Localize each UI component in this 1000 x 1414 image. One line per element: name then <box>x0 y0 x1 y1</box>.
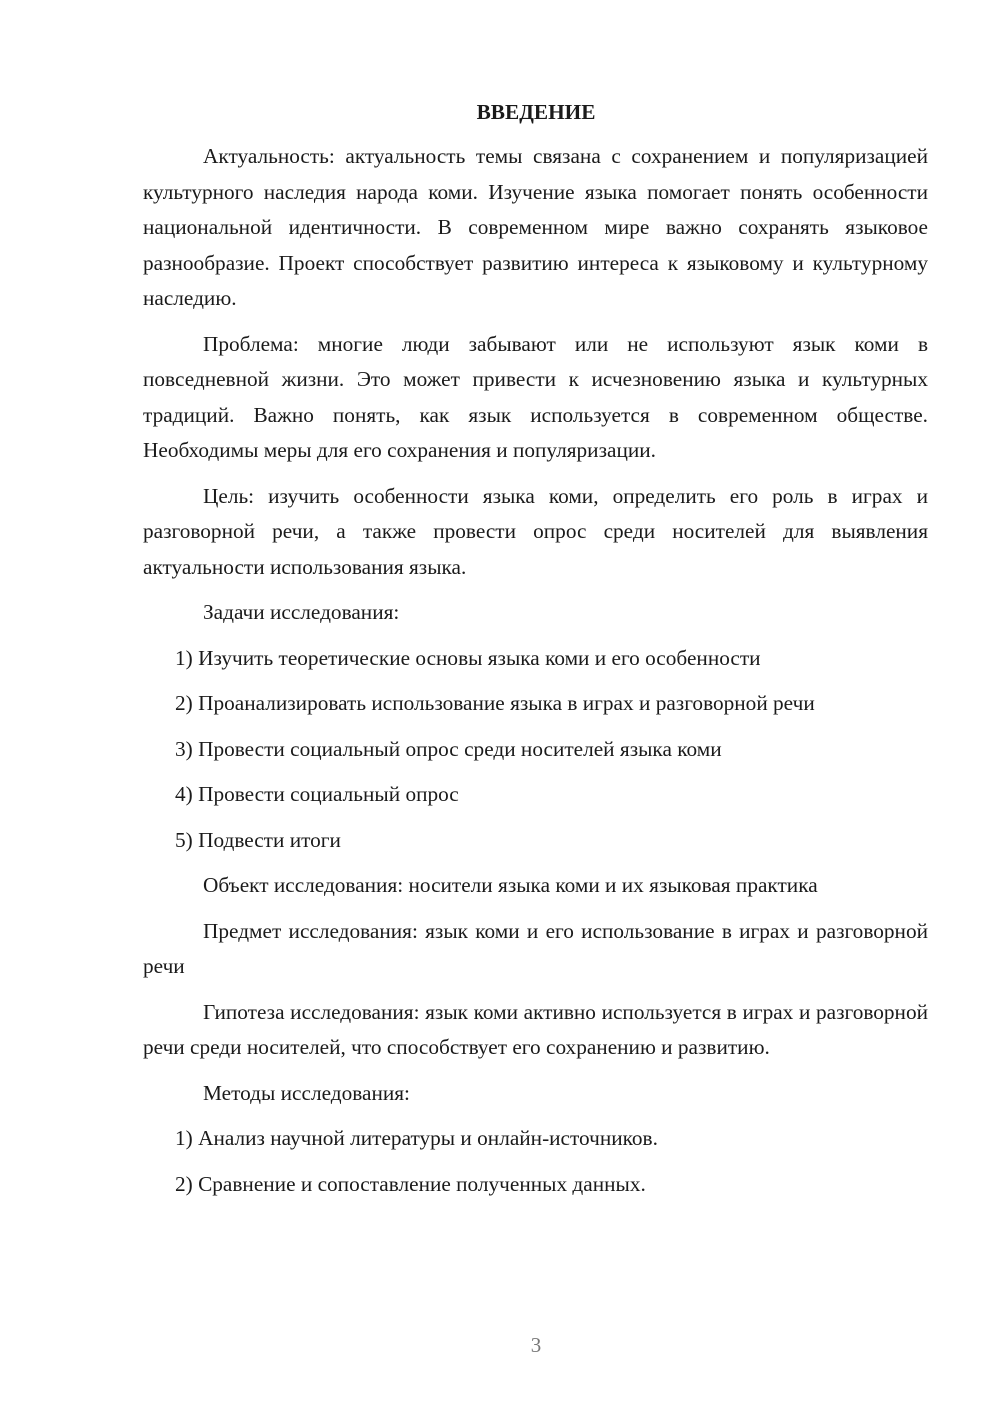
task-item-3: 3) Провести социальный опрос среди носителей языка коми <box>175 736 722 761</box>
methods-heading: Методы исследования: <box>203 1080 410 1105</box>
task-item-4: 4) Провести социальный опрос <box>175 782 459 806</box>
subject-paragraph: Предмет исследования: язык коми и его использование в играх и разговорной речи <box>143 918 928 978</box>
task-item-2: 2) Проанализировать использование языка в играх и разговорной речи <box>175 691 815 715</box>
page-number: 3 <box>530 1333 542 1357</box>
hypothesis-paragraph: Гипотеза исследования: язык коми активно используется в играх и разговорной речи среди носителей, что способствует его сохранению и развитию. <box>143 999 928 1059</box>
tasks-heading: Задачи исследования: <box>203 600 400 624</box>
method-item-1: 1) Анализ научной литературы и онлайн-источников. <box>175 1126 658 1150</box>
task-item-5: 5) Подвести итоги <box>175 827 341 852</box>
task-item-1: 1) Изучить теоретические основы языка коми и его особенности <box>175 645 761 670</box>
problem-paragraph: Проблема: многие люди забывают или не используют язык коми в повседневной жизни. Это может привести к исчезновению языка и культурных традиций. Важно понять, как язык используется в современном обществе. Необходимы меры для его сохранения и популяризации. <box>143 331 928 462</box>
page-content <box>143 95 928 1212</box>
object-paragraph: Объект исследования: носители языка коми и их языковая практика <box>203 873 818 897</box>
relevance-paragraph: Актуальность: актуальность темы связана с сохранением и популяризацией культурного наследия народа коми. Изучение языка помогает понять особенности национальной идентичности. В современном мире важно сохранять языковое разнообразие. Проект способствует развитию интереса к языковому и культурному наследию. <box>143 144 928 310</box>
method-item-2: 2) Сравнение и сопоставление полученных данных. <box>175 1171 646 1196</box>
goal-paragraph: Цель: изучить особенности языка коми, определить его роль в играх и разговорной речи, а также провести опрос среди носителей для выявления актуальности использования языка. <box>143 483 928 579</box>
page-title: ВВЕДЕНИЕ <box>476 100 596 124</box>
